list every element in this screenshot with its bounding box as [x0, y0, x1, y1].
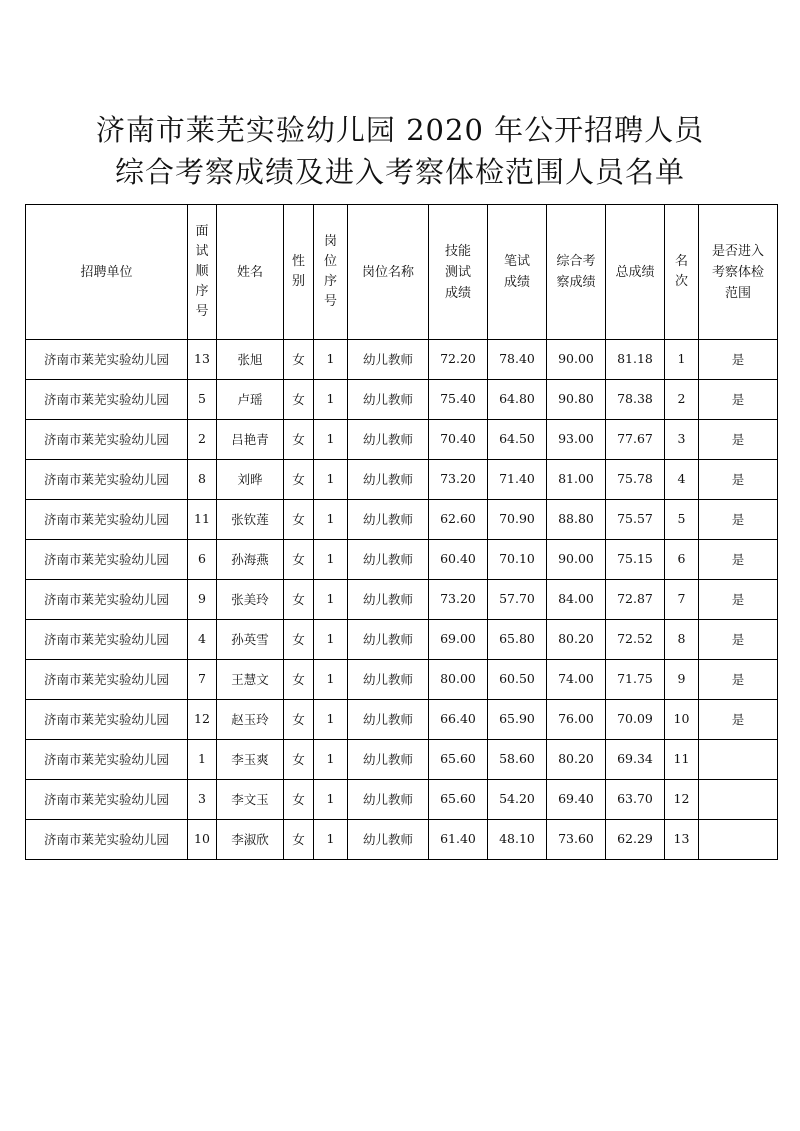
- header-rank: 名 次: [665, 205, 699, 340]
- cell-post-name: 幼儿教师: [348, 500, 429, 540]
- cell-review-score: 69.40: [547, 780, 606, 820]
- cell-order: 7: [188, 660, 217, 700]
- cell-order: 8: [188, 460, 217, 500]
- cell-skill-score: 69.00: [429, 620, 488, 660]
- table-row: [26, 780, 778, 820]
- cell-post-name: 幼儿教师: [348, 620, 429, 660]
- cell-enter-range: 是: [699, 540, 778, 580]
- cell-order: 11: [188, 500, 217, 540]
- cell-rank: 13: [665, 820, 699, 860]
- cell-unit: 济南市莱芜实验幼儿园: [26, 380, 188, 420]
- cell-written-score: 71.40: [488, 460, 547, 500]
- cell-post-name: 幼儿教师: [348, 780, 429, 820]
- cell-post-name: 幼儿教师: [348, 340, 429, 380]
- cell-written-score: 57.70: [488, 580, 547, 620]
- table-header: [26, 205, 778, 340]
- cell-skill-score: 61.40: [429, 820, 488, 860]
- cell-name: 李文玉: [217, 780, 284, 820]
- cell-enter-range: 是: [699, 620, 778, 660]
- cell-name: 孙英雪: [217, 620, 284, 660]
- cell-skill-score: 62.60: [429, 500, 488, 540]
- cell-name: 李淑欣: [217, 820, 284, 860]
- table-row: [26, 540, 778, 580]
- cell-unit: 济南市莱芜实验幼儿园: [26, 420, 188, 460]
- cell-written-score: 65.80: [488, 620, 547, 660]
- header-name: 姓名: [217, 205, 284, 340]
- cell-unit: 济南市莱芜实验幼儿园: [26, 460, 188, 500]
- cell-unit: 济南市莱芜实验幼儿园: [26, 820, 188, 860]
- cell-total-score: 63.70: [606, 780, 665, 820]
- header-enter-range: 是否进入 考察体检 范围: [699, 205, 778, 340]
- cell-review-score: 76.00: [547, 700, 606, 740]
- cell-rank: 12: [665, 780, 699, 820]
- cell-total-score: 81.18: [606, 340, 665, 380]
- cell-order: 1: [188, 740, 217, 780]
- cell-review-score: 88.80: [547, 500, 606, 540]
- cell-skill-score: 75.40: [429, 380, 488, 420]
- header-post-number: 岗 位 序 号: [314, 205, 348, 340]
- cell-skill-score: 73.20: [429, 580, 488, 620]
- cell-post-number: 1: [314, 500, 348, 540]
- table-row: [26, 340, 778, 380]
- table-row: [26, 580, 778, 620]
- cell-name: 孙海燕: [217, 540, 284, 580]
- cell-review-score: 90.00: [547, 540, 606, 580]
- cell-enter-range: [699, 740, 778, 780]
- cell-total-score: 62.29: [606, 820, 665, 860]
- header-row: [26, 205, 778, 340]
- table-row: [26, 700, 778, 740]
- cell-written-score: 64.50: [488, 420, 547, 460]
- header-unit: 招聘单位: [26, 205, 188, 340]
- cell-order: 3: [188, 780, 217, 820]
- header-total-score: 总成绩: [606, 205, 665, 340]
- cell-post-name: 幼儿教师: [348, 540, 429, 580]
- cell-written-score: 54.20: [488, 780, 547, 820]
- cell-order: 13: [188, 340, 217, 380]
- cell-post-number: 1: [314, 540, 348, 580]
- cell-gender: 女: [284, 500, 314, 540]
- cell-total-score: 70.09: [606, 700, 665, 740]
- table-row: [26, 380, 778, 420]
- cell-review-score: 80.20: [547, 620, 606, 660]
- cell-skill-score: 60.40: [429, 540, 488, 580]
- cell-total-score: 75.78: [606, 460, 665, 500]
- cell-total-score: 72.87: [606, 580, 665, 620]
- cell-enter-range: 是: [699, 380, 778, 420]
- cell-unit: 济南市莱芜实验幼儿园: [26, 700, 188, 740]
- header-skill-score: 技能 测试 成绩: [429, 205, 488, 340]
- cell-name: 赵玉玲: [217, 700, 284, 740]
- cell-review-score: 90.00: [547, 340, 606, 380]
- header-written-score: 笔试 成绩: [488, 205, 547, 340]
- cell-gender: 女: [284, 780, 314, 820]
- cell-skill-score: 65.60: [429, 740, 488, 780]
- cell-skill-score: 73.20: [429, 460, 488, 500]
- table-row: [26, 500, 778, 540]
- cell-total-score: 75.57: [606, 500, 665, 540]
- cell-name: 王慧文: [217, 660, 284, 700]
- cell-post-number: 1: [314, 460, 348, 500]
- cell-total-score: 69.34: [606, 740, 665, 780]
- cell-gender: 女: [284, 700, 314, 740]
- table-row: [26, 740, 778, 780]
- cell-total-score: 72.52: [606, 620, 665, 660]
- cell-written-score: 60.50: [488, 660, 547, 700]
- cell-order: 2: [188, 420, 217, 460]
- cell-post-name: 幼儿教师: [348, 660, 429, 700]
- cell-post-number: 1: [314, 380, 348, 420]
- cell-gender: 女: [284, 460, 314, 500]
- cell-written-score: 65.90: [488, 700, 547, 740]
- cell-name: 张旭: [217, 340, 284, 380]
- cell-written-score: 78.40: [488, 340, 547, 380]
- cell-enter-range: 是: [699, 500, 778, 540]
- cell-gender: 女: [284, 420, 314, 460]
- table-body: [26, 340, 778, 860]
- cell-post-name: 幼儿教师: [348, 580, 429, 620]
- cell-enter-range: [699, 820, 778, 860]
- cell-order: 10: [188, 820, 217, 860]
- cell-rank: 6: [665, 540, 699, 580]
- cell-order: 12: [188, 700, 217, 740]
- cell-rank: 2: [665, 380, 699, 420]
- cell-post-name: 幼儿教师: [348, 460, 429, 500]
- cell-enter-range: 是: [699, 700, 778, 740]
- cell-gender: 女: [284, 820, 314, 860]
- cell-review-score: 93.00: [547, 420, 606, 460]
- cell-written-score: 64.80: [488, 380, 547, 420]
- cell-review-score: 74.00: [547, 660, 606, 700]
- cell-name: 张美玲: [217, 580, 284, 620]
- cell-rank: 4: [665, 460, 699, 500]
- cell-total-score: 75.15: [606, 540, 665, 580]
- cell-post-number: 1: [314, 700, 348, 740]
- cell-order: 9: [188, 580, 217, 620]
- header-interview-order: 面 试 顺 序 号: [188, 205, 217, 340]
- cell-post-name: 幼儿教师: [348, 740, 429, 780]
- cell-written-score: 70.90: [488, 500, 547, 540]
- cell-post-number: 1: [314, 580, 348, 620]
- cell-post-number: 1: [314, 740, 348, 780]
- cell-gender: 女: [284, 620, 314, 660]
- cell-enter-range: 是: [699, 340, 778, 380]
- cell-review-score: 80.20: [547, 740, 606, 780]
- cell-name: 卢瑶: [217, 380, 284, 420]
- cell-enter-range: 是: [699, 460, 778, 500]
- cell-post-number: 1: [314, 780, 348, 820]
- cell-unit: 济南市莱芜实验幼儿园: [26, 540, 188, 580]
- results-table: [25, 204, 778, 860]
- header-review-score: 综合考 察成绩: [547, 205, 606, 340]
- table-row: [26, 660, 778, 700]
- cell-total-score: 78.38: [606, 380, 665, 420]
- cell-unit: 济南市莱芜实验幼儿园: [26, 740, 188, 780]
- cell-gender: 女: [284, 340, 314, 380]
- cell-post-number: 1: [314, 820, 348, 860]
- cell-enter-range: [699, 780, 778, 820]
- cell-review-score: 73.60: [547, 820, 606, 860]
- cell-post-name: 幼儿教师: [348, 820, 429, 860]
- cell-name: 刘晔: [217, 460, 284, 500]
- table-row: [26, 460, 778, 500]
- cell-post-number: 1: [314, 620, 348, 660]
- cell-unit: 济南市莱芜实验幼儿园: [26, 620, 188, 660]
- cell-rank: 1: [665, 340, 699, 380]
- cell-gender: 女: [284, 580, 314, 620]
- table-row: [26, 820, 778, 860]
- cell-gender: 女: [284, 540, 314, 580]
- cell-rank: 8: [665, 620, 699, 660]
- cell-skill-score: 80.00: [429, 660, 488, 700]
- cell-gender: 女: [284, 380, 314, 420]
- cell-name: 吕艳青: [217, 420, 284, 460]
- table-row: [26, 420, 778, 460]
- cell-review-score: 81.00: [547, 460, 606, 500]
- cell-post-name: 幼儿教师: [348, 420, 429, 460]
- cell-order: 4: [188, 620, 217, 660]
- cell-post-number: 1: [314, 420, 348, 460]
- cell-review-score: 84.00: [547, 580, 606, 620]
- document-title-line-1: 济南市莱芜实验幼儿园 2020 年公开招聘人员: [95, 113, 705, 147]
- cell-post-number: 1: [314, 660, 348, 700]
- cell-total-score: 71.75: [606, 660, 665, 700]
- cell-enter-range: 是: [699, 420, 778, 460]
- cell-gender: 女: [284, 740, 314, 780]
- cell-unit: 济南市莱芜实验幼儿园: [26, 340, 188, 380]
- cell-unit: 济南市莱芜实验幼儿园: [26, 780, 188, 820]
- cell-unit: 济南市莱芜实验幼儿园: [26, 660, 188, 700]
- cell-enter-range: 是: [699, 580, 778, 620]
- cell-written-score: 58.60: [488, 740, 547, 780]
- cell-name: 张钦莲: [217, 500, 284, 540]
- cell-review-score: 90.80: [547, 380, 606, 420]
- header-post-name: 岗位名称: [348, 205, 429, 340]
- cell-enter-range: 是: [699, 660, 778, 700]
- cell-total-score: 77.67: [606, 420, 665, 460]
- table-row: [26, 620, 778, 660]
- cell-skill-score: 72.20: [429, 340, 488, 380]
- cell-gender: 女: [284, 660, 314, 700]
- cell-order: 6: [188, 540, 217, 580]
- cell-name: 李玉爽: [217, 740, 284, 780]
- cell-rank: 7: [665, 580, 699, 620]
- cell-rank: 9: [665, 660, 699, 700]
- cell-rank: 10: [665, 700, 699, 740]
- cell-post-number: 1: [314, 340, 348, 380]
- cell-rank: 11: [665, 740, 699, 780]
- cell-skill-score: 66.40: [429, 700, 488, 740]
- cell-skill-score: 70.40: [429, 420, 488, 460]
- cell-order: 5: [188, 380, 217, 420]
- cell-rank: 5: [665, 500, 699, 540]
- cell-post-name: 幼儿教师: [348, 700, 429, 740]
- header-gender: 性 别: [284, 205, 314, 340]
- cell-post-name: 幼儿教师: [348, 380, 429, 420]
- cell-written-score: 48.10: [488, 820, 547, 860]
- cell-written-score: 70.10: [488, 540, 547, 580]
- document-title-line-2: 综合考察成绩及进入考察体检范围人员名单: [114, 155, 685, 189]
- cell-rank: 3: [665, 420, 699, 460]
- cell-skill-score: 65.60: [429, 780, 488, 820]
- cell-unit: 济南市莱芜实验幼儿园: [26, 580, 188, 620]
- cell-unit: 济南市莱芜实验幼儿园: [26, 500, 188, 540]
